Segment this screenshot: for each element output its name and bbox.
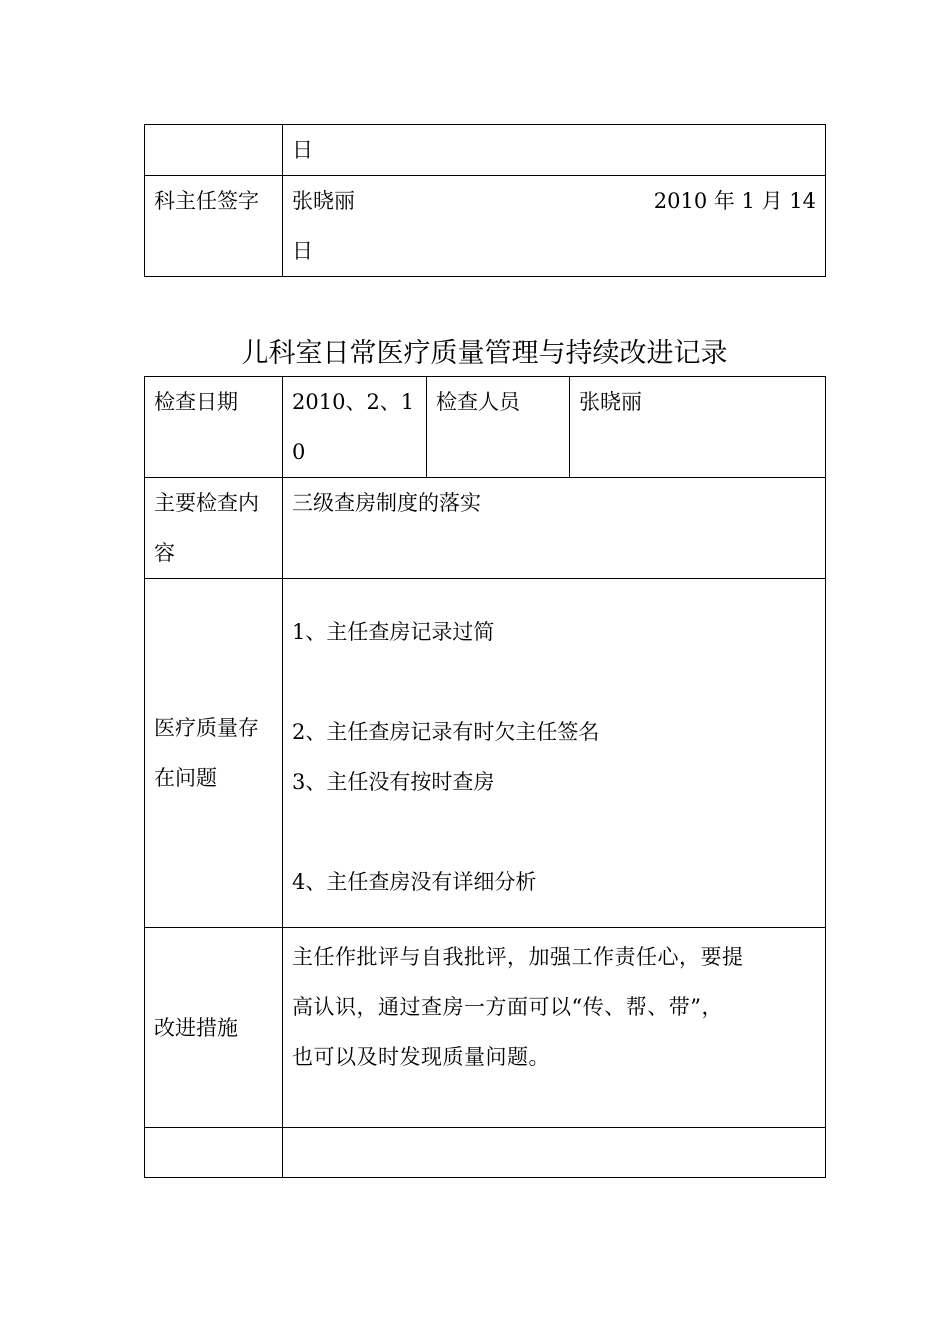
table-row <box>145 125 826 176</box>
inspect-date-label: 检查日期 <box>145 377 283 478</box>
improvement-measures-text <box>283 928 826 1128</box>
list-item: 3、主任没有按时查房 <box>292 770 495 794</box>
inspector-label: 检查人员 <box>427 377 570 478</box>
list-item: 2、主任查房记录有时欠主任签名 <box>292 720 600 744</box>
measures-line: 也可以及时发现质量问题。 <box>292 1045 550 1069</box>
signature-date: 2010 年 1 月 14 <box>653 189 816 213</box>
measures-line: 高认识，通过查房一方面可以“传、帮、带”， <box>292 995 723 1019</box>
main-content-label-line1: 主要检查内 <box>154 491 259 515</box>
quality-record-table <box>144 376 826 1178</box>
inspector-value: 张晓丽 <box>570 377 826 478</box>
list-item: 4、主任查房没有详细分析 <box>292 870 537 894</box>
table-row <box>145 377 826 478</box>
quality-issues-label <box>145 579 283 928</box>
inspect-date-value <box>283 377 427 478</box>
table-row <box>145 478 826 579</box>
inspect-date-line1: 2010、2、1 <box>292 390 415 414</box>
cell-empty-label <box>145 125 283 176</box>
inspect-date-line2: 0 <box>292 440 306 464</box>
main-content-label-line2: 容 <box>154 541 175 565</box>
table-row <box>145 1128 826 1178</box>
empty-value-cell <box>283 1128 826 1178</box>
cell-date-continuation: 日 <box>283 125 826 176</box>
main-content-value: 三级查房制度的落实 <box>283 478 826 579</box>
improvement-measures-label: 改进措施 <box>145 928 283 1128</box>
table-row <box>145 928 826 1128</box>
main-content-label <box>145 478 283 579</box>
measures-line: 主任作批评与自我批评，加强工作责任心，要提 <box>292 945 744 969</box>
page-title: 儿科室日常医疗质量管理与持续改进记录 <box>241 338 728 369</box>
table-row <box>145 579 826 928</box>
list-item: 1、主任查房记录过简 <box>292 620 495 644</box>
director-signature-label: 科主任签字 <box>145 176 283 277</box>
quality-issues-label-line2: 在问题 <box>154 766 217 790</box>
table-row <box>145 176 826 277</box>
quality-issues-list <box>283 579 826 928</box>
empty-label-cell <box>145 1128 283 1178</box>
director-name: 张晓丽 <box>292 189 355 213</box>
quality-issues-label-line1: 医疗质量存 <box>154 716 259 740</box>
director-signature-cell <box>283 176 826 277</box>
signature-table <box>144 124 826 277</box>
signature-date-continuation: 日 <box>292 239 313 263</box>
